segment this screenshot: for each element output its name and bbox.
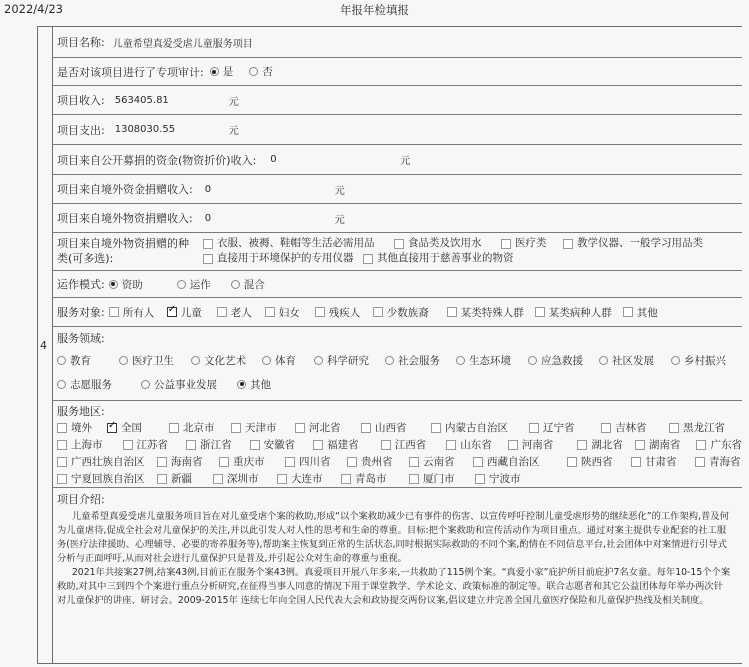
region-option-label: 吉林省 bbox=[615, 422, 647, 434]
region-option-label: 新疆 bbox=[171, 473, 192, 485]
target-option[interactable]: 妇女 bbox=[265, 305, 315, 320]
foreign-fund-unit: 元 bbox=[334, 185, 345, 197]
audit-option-yes[interactable]: 是 bbox=[210, 64, 234, 79]
region-option[interactable] bbox=[508, 437, 578, 452]
region-option[interactable] bbox=[347, 454, 409, 469]
field-radio[interactable] bbox=[191, 356, 200, 365]
project-name-row bbox=[53, 27, 742, 58]
field-option[interactable]: 科学研究 bbox=[314, 353, 385, 368]
row-index: 4 bbox=[40, 339, 47, 352]
field-radio[interactable] bbox=[141, 380, 150, 389]
region-option-label: 山西省 bbox=[375, 422, 407, 434]
region-checkbox[interactable] bbox=[231, 423, 241, 433]
field-radio[interactable] bbox=[57, 380, 66, 389]
region-option[interactable] bbox=[696, 437, 742, 452]
field-radio[interactable] bbox=[262, 356, 271, 365]
region-option-label: 湖北省 bbox=[591, 439, 623, 451]
region-label: 服务地区: bbox=[57, 404, 105, 418]
region-option-label: 辽宁省 bbox=[543, 422, 575, 434]
income-value[interactable]: 563405.81 bbox=[114, 94, 169, 106]
field-option[interactable]: 体育 bbox=[262, 353, 314, 368]
target-checkbox[interactable] bbox=[217, 307, 227, 317]
mode-radio[interactable] bbox=[109, 280, 118, 289]
region-option[interactable] bbox=[381, 437, 447, 452]
field-option[interactable]: 医疗卫生 bbox=[119, 353, 191, 368]
region-option-label: 内蒙古自治区 bbox=[445, 422, 508, 434]
region-line bbox=[57, 453, 742, 470]
expense-value[interactable]: 1308030.55 bbox=[114, 124, 176, 135]
region-option[interactable] bbox=[409, 454, 473, 469]
field-option[interactable]: 乡村振兴 bbox=[671, 353, 726, 368]
region-option[interactable] bbox=[446, 437, 508, 452]
field-radio[interactable] bbox=[314, 356, 323, 365]
region-option-label: 江苏省 bbox=[136, 439, 169, 451]
region-line bbox=[57, 470, 742, 487]
income-row bbox=[53, 86, 742, 115]
region-option-label: 青岛市 bbox=[355, 473, 387, 485]
target-checkbox[interactable] bbox=[447, 307, 457, 317]
region-option[interactable] bbox=[123, 437, 187, 452]
region-option[interactable] bbox=[57, 437, 123, 452]
field-option[interactable]: 应急救援 bbox=[528, 353, 599, 368]
region-checkbox-checked[interactable] bbox=[107, 423, 117, 433]
field-radio[interactable] bbox=[599, 356, 608, 365]
region-checkbox[interactable] bbox=[123, 440, 133, 450]
region-option-label: 福建省 bbox=[327, 439, 359, 451]
region-option[interactable] bbox=[219, 454, 285, 469]
target-option-children[interactable]: ✓ 儿童 bbox=[167, 305, 217, 320]
region-checkbox[interactable] bbox=[409, 474, 419, 484]
region-option-label: 厦门市 bbox=[423, 473, 455, 485]
goods-type-label-1: 项目来自境外物资捐赠的种 bbox=[57, 237, 189, 250]
field-radio[interactable] bbox=[57, 356, 66, 365]
audit-row bbox=[53, 58, 742, 86]
goods-type-checkbox[interactable] bbox=[501, 239, 511, 249]
region-option[interactable] bbox=[601, 420, 669, 435]
mode-option-fund[interactable]: 资助 bbox=[109, 277, 171, 292]
field-option-other[interactable]: 其他 bbox=[237, 377, 271, 392]
region-checkbox[interactable] bbox=[277, 474, 287, 484]
region-option-label: 河北省 bbox=[309, 422, 341, 434]
target-checkbox[interactable] bbox=[623, 307, 633, 317]
intro-paragraph: 2021年共接案27例,结案43例,目前正在服务个案43例。真爱项目开展八年多来,一共救助了115例个案。“真爱小家”庇护所目前庇护7名女童。每年10-15个个案救助,对其中三到四个个案进行重点分析研究,在征得当事人同意的情况下用于课堂教学、学术论文、政策标准的制定等。联合志愿者和其它公益团体每年举办两次针对儿童保护的讲座、研讨会。2009-2015年 连续七年向全国人民代表大会和政协提交两份议案,倡议建立并完善全国儿童医疗保险和儿童保护热线及相关制度。 bbox=[57, 567, 731, 606]
region-option[interactable] bbox=[157, 471, 213, 486]
foreign-goods-label: 项目来自境外物资捐赠收入: bbox=[57, 212, 193, 225]
region-option[interactable] bbox=[529, 420, 601, 435]
intro-label: 项目介绍: bbox=[57, 493, 105, 506]
field-radio[interactable] bbox=[671, 356, 680, 365]
region-option[interactable] bbox=[157, 454, 219, 469]
region-option[interactable] bbox=[57, 471, 157, 486]
foreign-fund-row bbox=[53, 175, 742, 204]
audit-option-no[interactable]: 否 bbox=[249, 64, 273, 79]
region-checkbox[interactable] bbox=[567, 457, 577, 467]
goods-type-daily-items[interactable]: 衣服、被褥、鞋帽等生活必需用品 bbox=[203, 236, 394, 251]
mode-label: 运作模式: bbox=[57, 278, 105, 291]
public-fund-unit: 元 bbox=[400, 156, 411, 167]
audit-yes-radio[interactable] bbox=[210, 67, 219, 76]
mode-option-operate[interactable]: 运作 bbox=[177, 277, 225, 292]
goods-type-food[interactable]: 食品类及饮用水 bbox=[394, 236, 501, 251]
region-option-label: 浙江省 bbox=[200, 439, 232, 451]
public-fund-label: 项目来自公开募捐的资金(物资折价)收入: bbox=[57, 153, 257, 167]
expense-label: 项目支出: bbox=[57, 123, 105, 137]
index-column bbox=[38, 27, 53, 663]
field-option[interactable]: 志愿服务 bbox=[57, 377, 141, 392]
mode-radio[interactable] bbox=[177, 280, 186, 289]
region-checkbox[interactable] bbox=[157, 457, 167, 467]
region-line bbox=[57, 419, 742, 436]
field-radio-selected[interactable] bbox=[237, 380, 246, 389]
region-checkbox[interactable] bbox=[57, 440, 67, 450]
public-fund-value[interactable]: 0 bbox=[270, 154, 277, 165]
region-checkbox[interactable] bbox=[361, 423, 371, 433]
foreign-fund-label: 项目来自境外资金捐赠收入: bbox=[57, 183, 193, 196]
region-option[interactable] bbox=[231, 420, 295, 435]
region-option-label: 海南省 bbox=[171, 456, 203, 468]
field-option[interactable]: 社区发展 bbox=[599, 353, 671, 368]
region-option[interactable] bbox=[431, 420, 529, 435]
region-checkbox[interactable] bbox=[186, 440, 196, 450]
region-checkbox[interactable] bbox=[529, 423, 539, 433]
region-checkbox[interactable] bbox=[631, 457, 641, 467]
target-checkbox[interactable] bbox=[109, 307, 119, 317]
target-option[interactable]: 某类特殊人群 bbox=[447, 305, 535, 320]
region-checkbox[interactable] bbox=[295, 423, 305, 433]
field-row bbox=[53, 327, 742, 401]
region-checkbox[interactable] bbox=[57, 423, 67, 433]
region-checkbox[interactable] bbox=[169, 423, 179, 433]
target-option[interactable]: 老人 bbox=[217, 305, 265, 320]
region-option-label: 安徽省 bbox=[263, 439, 296, 451]
region-option[interactable] bbox=[631, 454, 695, 469]
goods-type-checkbox[interactable] bbox=[563, 239, 573, 249]
income-unit: 元 bbox=[228, 96, 239, 108]
region-option-label: 宁波市 bbox=[489, 473, 521, 485]
region-option-selected[interactable] bbox=[107, 420, 169, 435]
field-radio[interactable] bbox=[385, 356, 394, 365]
field-option[interactable]: 公益事业发展 bbox=[141, 377, 237, 392]
project-form bbox=[37, 26, 742, 664]
region-option[interactable] bbox=[695, 454, 741, 469]
date-stamp: 2022/4/23 bbox=[4, 2, 63, 16]
project-name-label: 项目名称: bbox=[57, 36, 105, 49]
region-option-label: 甘肃省 bbox=[645, 456, 677, 468]
region-checkbox[interactable] bbox=[347, 457, 357, 467]
region-option[interactable] bbox=[473, 454, 567, 469]
region-option-label: 陕西省 bbox=[581, 456, 613, 468]
intro-row bbox=[53, 488, 742, 663]
goods-type-environment[interactable]: 直接用于环境保护的专用仪器 bbox=[203, 251, 363, 266]
form-title: 年报年检填报 bbox=[340, 3, 409, 17]
goods-type-checkbox[interactable] bbox=[394, 239, 404, 249]
region-option-label: 境外 bbox=[71, 422, 92, 434]
region-option[interactable] bbox=[475, 471, 521, 486]
region-checkbox[interactable] bbox=[219, 457, 229, 467]
region-option[interactable] bbox=[313, 437, 381, 452]
region-checkbox[interactable] bbox=[409, 457, 419, 467]
region-checkbox[interactable] bbox=[381, 440, 391, 450]
audit-label: 是否对该项目进行了专项审计: bbox=[57, 65, 204, 79]
mode-radio[interactable] bbox=[231, 280, 240, 289]
region-option-label: 广东省 bbox=[710, 439, 742, 451]
region-checkbox[interactable] bbox=[213, 474, 223, 484]
region-checkbox[interactable] bbox=[475, 474, 485, 484]
region-checkbox[interactable] bbox=[473, 457, 483, 467]
field-label: 服务领域: bbox=[57, 332, 105, 345]
region-checkbox[interactable] bbox=[577, 440, 587, 450]
field-radio[interactable] bbox=[456, 356, 465, 365]
mode-option-mixed[interactable]: 混合 bbox=[231, 277, 265, 292]
region-option[interactable] bbox=[409, 471, 475, 486]
region-checkbox[interactable] bbox=[601, 423, 611, 433]
region-checkbox[interactable] bbox=[285, 457, 295, 467]
goods-type-checkbox[interactable] bbox=[203, 254, 213, 264]
region-line bbox=[57, 436, 742, 453]
region-option-label: 湖南省 bbox=[648, 439, 681, 451]
region-option[interactable] bbox=[361, 420, 431, 435]
region-option[interactable] bbox=[250, 437, 314, 452]
field-radio[interactable] bbox=[119, 356, 128, 365]
audit-no-radio[interactable] bbox=[249, 67, 258, 76]
region-option[interactable] bbox=[277, 471, 341, 486]
goods-type-checkbox[interactable] bbox=[203, 239, 213, 249]
region-checkbox[interactable] bbox=[57, 474, 67, 484]
target-label: 服务对象: bbox=[57, 306, 105, 319]
region-option-label: 重庆市 bbox=[233, 456, 265, 468]
region-checkbox[interactable] bbox=[313, 440, 323, 450]
region-option-label: 深圳市 bbox=[227, 473, 259, 485]
target-checkbox-checked[interactable] bbox=[167, 307, 177, 317]
region-option-label: 上海市 bbox=[71, 439, 103, 451]
goods-type-charity[interactable]: 其他直接用于慈善事业的物资 bbox=[363, 251, 514, 266]
field-option[interactable]: 社会服务 bbox=[385, 353, 456, 368]
goods-type-teaching[interactable]: 教学仪器、一般学习用品类 bbox=[563, 236, 703, 251]
region-option[interactable] bbox=[213, 471, 277, 486]
intro-paragraph: 儿童希望真爱受虐儿童服务项目旨在对儿童受虐个案的救助,形成“以个案救助减少已有事件的伤害、以宣传呼吁控制儿童受虐形势的继续恶化”的工作架构,普及何为儿童虐待,促成全社会对儿童保护的关注,并以此引发人对人性的思考和生命的尊重。目标:把个案救助和宣传活动作为项目重点。通过对案主提供专业配套的社工服务(医疗法律援助、心理辅导、必要的寄养服务等),帮助案主恢复到正常的生活状态,同时根据实际救助的不同个案,酌情在不同信息平台,社会团体中对案情进行引导式分析与正面呼吁,从而对社会进行儿童保护只是普及,并引起公众对生命的尊重与重视。 bbox=[57, 511, 729, 564]
target-option[interactable]: 某类病种人群 bbox=[535, 305, 623, 320]
region-checkbox[interactable] bbox=[696, 440, 706, 450]
region-checkbox[interactable] bbox=[669, 423, 679, 433]
region-option-label: 河南省 bbox=[521, 439, 554, 451]
region-option[interactable] bbox=[57, 454, 157, 469]
expense-unit: 元 bbox=[228, 126, 239, 137]
region-grid bbox=[57, 419, 742, 487]
region-checkbox[interactable] bbox=[250, 440, 260, 450]
goods-type-row bbox=[53, 233, 742, 271]
expense-row bbox=[53, 115, 742, 145]
region-option[interactable] bbox=[669, 420, 725, 435]
region-checkbox[interactable] bbox=[431, 423, 441, 433]
field-option[interactable]: 生态环境 bbox=[456, 353, 528, 368]
region-option[interactable] bbox=[295, 420, 361, 435]
region-option[interactable] bbox=[169, 420, 231, 435]
region-option-label: 西藏自治区 bbox=[487, 456, 540, 468]
goods-type-medical[interactable]: 医疗类 bbox=[501, 236, 563, 251]
region-option-label: 黑龙江省 bbox=[683, 422, 725, 434]
target-checkbox[interactable] bbox=[373, 307, 383, 317]
project-name-value[interactable]: 儿童希望真爱受虐儿童服务项目 bbox=[112, 38, 253, 50]
foreign-goods-row bbox=[53, 204, 742, 233]
region-option[interactable] bbox=[285, 454, 347, 469]
region-checkbox[interactable] bbox=[508, 440, 518, 450]
region-option[interactable] bbox=[57, 420, 107, 435]
region-checkbox[interactable] bbox=[695, 457, 705, 467]
region-option-label: 广西壮族自治区 bbox=[71, 456, 145, 468]
region-row bbox=[53, 401, 742, 488]
public-fund-row bbox=[53, 145, 742, 175]
target-option[interactable]: 其他 bbox=[623, 305, 658, 320]
region-option[interactable] bbox=[341, 471, 409, 486]
region-checkbox[interactable] bbox=[57, 457, 67, 467]
region-option-label: 北京市 bbox=[183, 422, 215, 434]
foreign-goods-value[interactable]: 0 bbox=[204, 212, 212, 224]
target-checkbox[interactable] bbox=[265, 307, 275, 317]
region-option-label: 青海省 bbox=[709, 456, 741, 468]
region-option-label: 全国 bbox=[121, 422, 142, 434]
region-option-label: 宁夏回族自治区 bbox=[71, 473, 145, 485]
target-option[interactable]: 少数族裔 bbox=[373, 305, 447, 320]
target-option[interactable]: 残疾人 bbox=[315, 305, 373, 320]
region-option[interactable] bbox=[567, 454, 631, 469]
income-label: 项目收入: bbox=[57, 94, 105, 107]
region-checkbox[interactable] bbox=[635, 440, 645, 450]
target-option[interactable]: 所有人 bbox=[109, 305, 167, 320]
target-row bbox=[53, 298, 742, 327]
target-checkbox[interactable] bbox=[535, 307, 545, 317]
target-checkbox[interactable] bbox=[315, 307, 325, 317]
goods-type-checkbox[interactable] bbox=[363, 254, 373, 264]
mode-row bbox=[53, 271, 742, 298]
region-option[interactable] bbox=[186, 437, 250, 452]
region-option-label: 云南省 bbox=[423, 456, 455, 468]
field-option[interactable]: 文化艺术 bbox=[191, 353, 262, 368]
region-option-label: 江西省 bbox=[394, 439, 427, 451]
region-checkbox[interactable] bbox=[157, 474, 167, 484]
region-option-label: 天津市 bbox=[245, 422, 277, 434]
foreign-fund-value[interactable]: 0 bbox=[204, 183, 212, 195]
region-option-label: 四川省 bbox=[299, 456, 331, 468]
region-checkbox[interactable] bbox=[446, 440, 456, 450]
region-checkbox[interactable] bbox=[341, 474, 351, 484]
region-option-label: 山东省 bbox=[460, 439, 492, 451]
field-option[interactable]: 教育 bbox=[57, 353, 119, 368]
region-option-label: 贵州省 bbox=[361, 456, 393, 468]
region-option[interactable] bbox=[577, 437, 635, 452]
foreign-goods-unit: 元 bbox=[334, 214, 345, 226]
region-option[interactable] bbox=[635, 437, 697, 452]
region-option-label: 大连市 bbox=[291, 473, 323, 485]
field-radio[interactable] bbox=[528, 356, 537, 365]
goods-type-label-2: 类(可多选): bbox=[57, 252, 114, 265]
